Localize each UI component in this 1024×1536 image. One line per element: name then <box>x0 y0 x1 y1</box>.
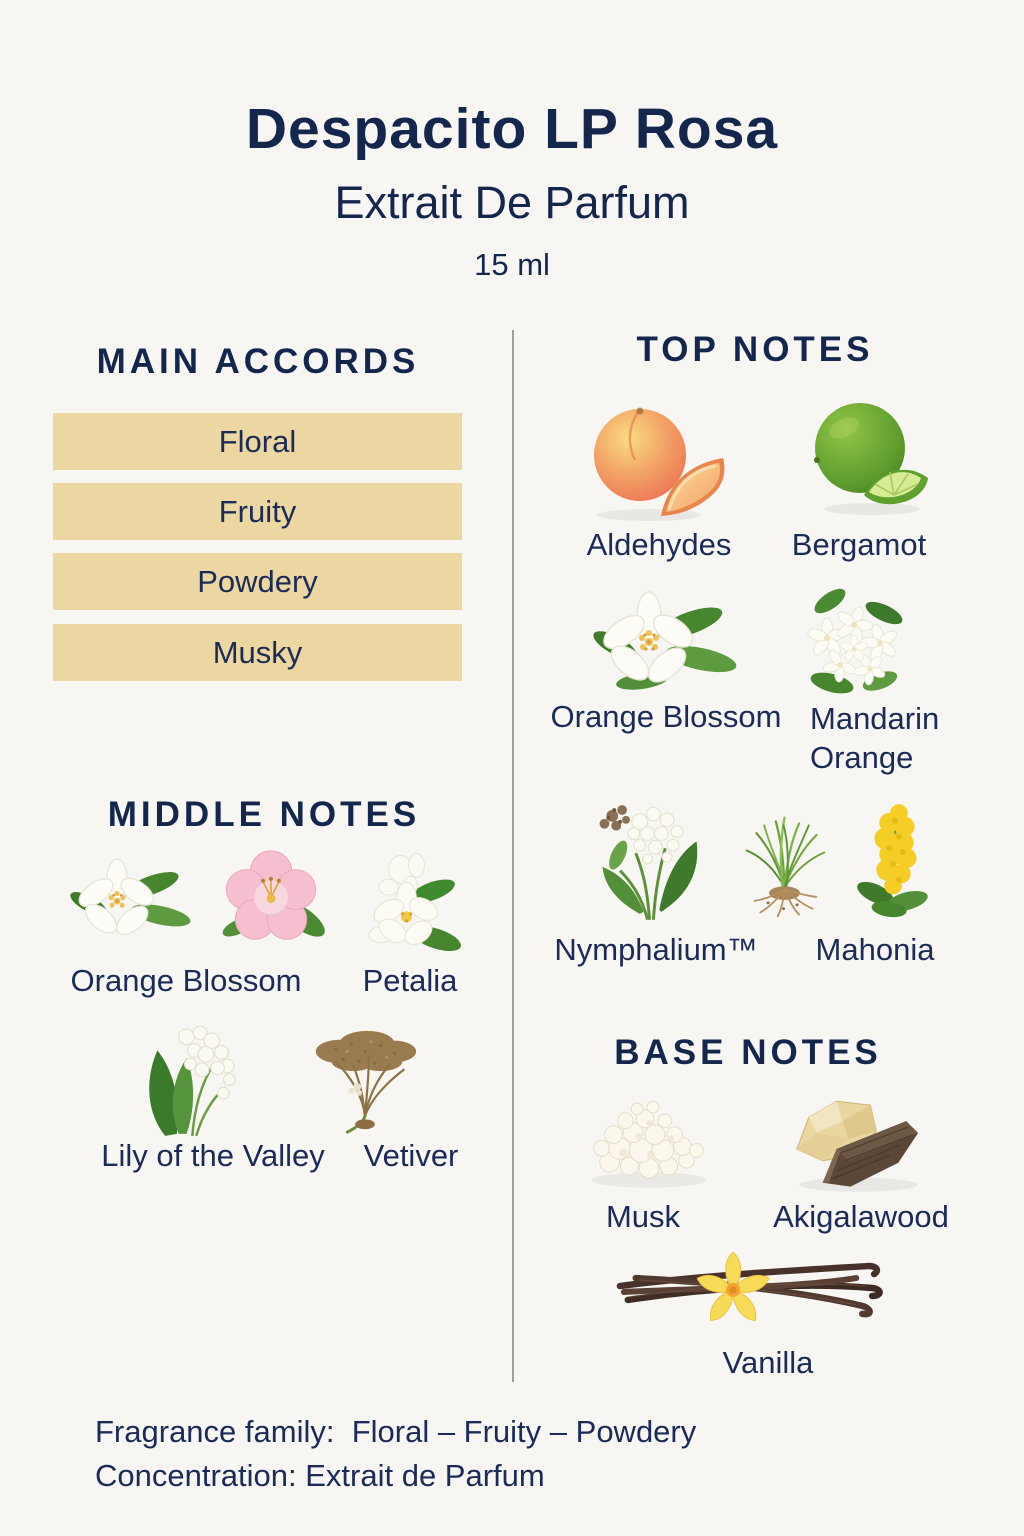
note-label-akigalawood: Akigalawood <box>773 1199 949 1234</box>
lime-icon <box>802 396 934 518</box>
accord-label: Fruity <box>218 493 297 529</box>
page-title: Despacito LP Rosa <box>245 97 779 161</box>
vetiver-icon <box>306 1022 424 1140</box>
accord-label: Powdery <box>197 563 318 599</box>
volume-label: 15 ml <box>474 247 550 282</box>
note-label-orange-blossom-top: Orange Blossom <box>550 699 782 734</box>
column-divider <box>512 330 514 1382</box>
akigalawood-icon <box>779 1087 923 1193</box>
base-notes-heading: BASE NOTES <box>614 1033 882 1072</box>
note-label-nymphalium: Nymphalium™ <box>554 932 758 967</box>
accord-label: Musky <box>212 634 303 670</box>
middle-notes-heading: MIDDLE NOTES <box>107 795 421 834</box>
musk-icon <box>580 1093 718 1192</box>
concentration-line: Concentration: Extrait de Parfum <box>95 1458 545 1493</box>
note-label-vetiver: Vetiver <box>363 1138 459 1173</box>
note-label-orange-blossom-mid: Orange Blossom <box>70 963 302 998</box>
accord-label: Floral <box>218 423 297 459</box>
orange-blossom-icon <box>65 843 191 960</box>
main-accords-heading: MAIN ACCORDS <box>96 342 420 381</box>
mahonia-icon <box>846 798 944 925</box>
note-label-mandarin-orange: Mandarin Orange <box>810 701 940 775</box>
vanilla-icon <box>606 1248 894 1334</box>
fragrance-family-line: Fragrance family: Floral – Fruity – Powdery <box>95 1414 697 1449</box>
mandarin-blossom-icon <box>792 583 914 701</box>
pink-flower-icon <box>215 842 330 961</box>
page-subtitle: Extrait De Parfum <box>334 177 690 228</box>
petalia-icon <box>359 847 463 959</box>
accord-bar-fruity <box>53 483 462 540</box>
note-label-aldehydes: Aldehydes <box>586 527 732 562</box>
accord-bar-powdery <box>53 553 462 610</box>
grass-tuft-icon <box>739 813 831 921</box>
note-label-musk: Musk <box>605 1199 681 1234</box>
note-label-lily-of-the-valley: Lily of the Valley <box>101 1138 325 1173</box>
white-bouquet-icon <box>579 793 721 925</box>
accord-bar-floral <box>53 413 462 470</box>
peach-icon <box>583 398 733 523</box>
orange-blossom-icon <box>587 585 737 700</box>
note-label-bergamot: Bergamot <box>791 527 927 562</box>
note-label-mahonia: Mahonia <box>815 932 935 967</box>
lily-of-the-valley-icon <box>136 1020 238 1141</box>
note-label-petalia: Petalia <box>362 963 458 998</box>
note-label-vanilla: Vanilla <box>722 1345 814 1380</box>
top-notes-heading: TOP NOTES <box>636 330 874 369</box>
accord-bar-musky <box>53 624 462 681</box>
